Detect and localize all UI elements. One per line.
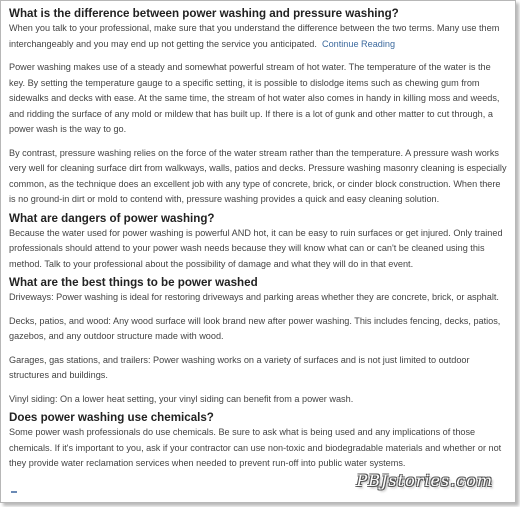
paragraph-driveways: Driveways: Power washing is ideal for restoring driveways and parking areas whether they are concrete, brick, or asphalt. — [9, 292, 499, 302]
paragraph-intro — [9, 21, 509, 52]
heading-best-things: What are the best things to be power washed — [9, 276, 258, 289]
heading-dangers: What are dangers of power washing? — [9, 211, 215, 225]
paragraph-vinyl: Vinyl siding: On a lower heat setting, your vinyl siding can benefit from a power wash. — [9, 393, 354, 404]
paragraph-pressure-washing: By contrast, pressure washing relies on the force of the water stream rather than the temperature. A pressure wash works very well for cleaning surface dirt from walkways, walls, patios and decks. Pressure washing masonry cleaning is especially common, as the technique does an excellent job with any type of concrete, brick, or cinder block construction. When there is no ground-in dirt or mold to contend with, pressure washing provides a quick and easy cleaning solution. — [9, 147, 507, 204]
paragraph-decks: Decks, patios, and wood: Any wood surface will look brand new after power washing. This includes fencing, decks, patios, gazebos, and any outdoor structure made with wood. — [9, 315, 501, 341]
watermark: PBJstories.com — [356, 471, 493, 490]
link-fragment — [11, 491, 17, 493]
paragraph-garages: Garages, gas stations, and trailers: Power washing works on a variety of surfaces and is not just limited to outdoor structures and buildings. — [9, 354, 470, 380]
paragraph-dangers: Because the water used for power washing is powerful AND hot, it can be easy to ruin surfaces or get injured. Only trained professionals should attend to your power wash needs because they will know what can or can't be cleaned using this method. Talk to your professional about the possibility of damage and what they will do in that event. — [9, 227, 503, 269]
intro-text: When you talk to your professional, make sure that you understand the difference between the two terms. Many use them interchangeably and you may end up not getting the service you anticipated. — [9, 23, 500, 49]
article-body — [9, 6, 509, 480]
heading-difference: What is the difference between power washing and pressure washing? — [9, 7, 399, 20]
paragraph-chemicals: Some power wash professionals do use chemicals. Be sure to ask what is being used and any implications of those chemicals. If it's important to you, ask if your contractor can use non-toxic and biodegradable materials and whether or not they provide water reclamation services when needed to prevent run-off into public water systems. — [9, 427, 502, 468]
heading-chemicals: Does power washing use chemicals? — [9, 411, 214, 424]
continue-reading-link[interactable]: Continue Reading — [322, 38, 396, 49]
paragraph-power-washing: Power washing makes use of a steady and somewhat powerful stream of hot water. The temperature of the water is the key. By setting the temperature gauge to a specific setting, it is possible to dislodge items such as chewing gum from sidewalks and decks with ease. At the same time, the stream of hot water also comes in handy in killing moss and weeds, and ridding the surface of any mold or mildew that has built up. If there is a lot of gunk and other matter to cut through, a power wash is the way to go. — [9, 62, 500, 134]
